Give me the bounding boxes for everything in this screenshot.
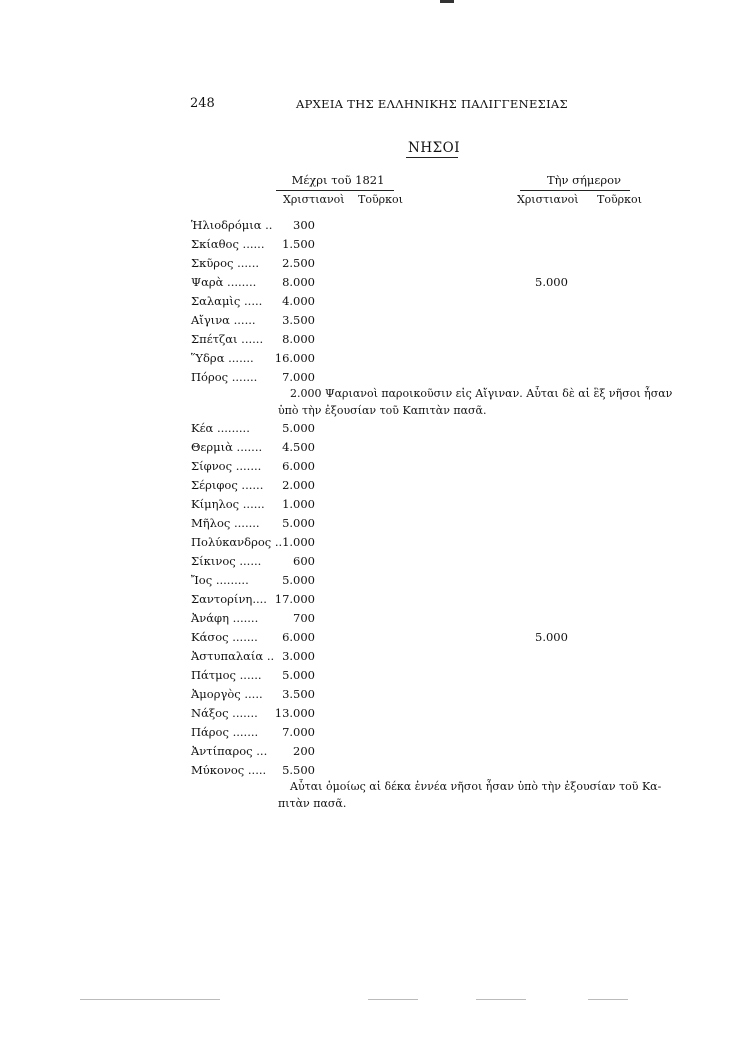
- title-underline: [406, 157, 458, 158]
- table-row: Σκῦρος ...... 2.500: [191, 256, 315, 270]
- table-row: Κίμηλος ...... 1.000: [191, 497, 315, 511]
- table-row: Μύκονος ..... 5.500: [191, 763, 315, 777]
- group-rule-1821: [276, 190, 394, 191]
- table-row: Αἴγινα ...... 3.500: [191, 313, 315, 327]
- table-row: Ἀμοργὸς ..... 3.500: [191, 687, 315, 701]
- col-header-christians: Χριστιανοὶ: [283, 193, 345, 206]
- col-header-christians-today: Χριστιανοὶ: [517, 193, 579, 206]
- col-header-turks-today: Τοῦρκοι: [597, 193, 642, 206]
- running-head: ΑΡΧΕΙΑ ΤΗΣ ΕΛΛΗΝΙΚΗΣ ΠΑΛΙΓΓΕΝΕΣΙΑΣ: [296, 97, 568, 111]
- group-rule-today: [520, 190, 630, 191]
- table-row: Κάσος ....... 6.000 5.000: [191, 630, 568, 644]
- footnote-continuation: πιτὰν πασᾶ.: [278, 797, 347, 810]
- table-row: Σαλαμὶς ..... 4.000: [191, 294, 315, 308]
- table-row: Μῆλος ....... 5.000: [191, 516, 315, 530]
- table-row: Πάρος ....... 7.000: [191, 725, 315, 739]
- footnote-continuation: ὑπὸ τὴν ἐξουσίαν τοῦ Καπιτὰν πασᾶ.: [278, 404, 487, 417]
- footnote-group-1: [278, 385, 678, 419]
- group-header-1821: Μέχρι τοῦ 1821: [291, 173, 385, 187]
- table-row: Πόρος ....... 7.000: [191, 370, 315, 384]
- table-row: Κέα ......... 5.000: [191, 421, 315, 435]
- section-title: ΝΗΣΟΙ: [408, 140, 461, 156]
- scan-artifact: [368, 999, 418, 1000]
- group-header-today: Τὴν σήμερον: [546, 173, 622, 187]
- col-header-turks: Τοῦρκοι: [358, 193, 403, 206]
- footnote-group-2: [278, 778, 678, 812]
- table-row: Ἀστυπαλαία .. 3.000: [191, 649, 315, 663]
- footnote-lead: 2.000 Ψαριανοὶ παροικοῦσιν εἰς Αἴγιναν. Αὗται δὲ αἱ ἓξ νῆσοι ἦσαν: [290, 387, 673, 400]
- table-row: Θερμιὰ ....... 4.500: [191, 440, 315, 454]
- table-row: Σπέτζαι ...... 8.000: [191, 332, 315, 346]
- table-row: Σαντορίνη.... 17.000: [191, 592, 315, 606]
- table-row: Ἀντίπαρος ... 200: [191, 744, 315, 758]
- table-row: Πάτμος ...... 5.000: [191, 668, 315, 682]
- island-list-group-2: [191, 421, 568, 782]
- table-row: Ὕδρα ....... 16.000: [191, 351, 315, 365]
- table-row: Νάξος ....... 13.000: [191, 706, 315, 720]
- table-row: Πολύκανδρος .. 1.000: [191, 535, 315, 549]
- scan-artifact: [588, 999, 628, 1000]
- table-row: Ψαρὰ ........ 8.000 5.000: [191, 275, 568, 289]
- table-row: Σέριφος ...... 2.000: [191, 478, 315, 492]
- table-row: Σίκινος ...... 600: [191, 554, 315, 568]
- footnote-lead: Αὗται ὁμοίως αἱ δέκα ἐννέα νῆσοι ἦσαν ὑπὸ τὴν ἐξουσίαν τοῦ Κα-: [290, 780, 662, 793]
- table-row: Ἀνάφη ....... 700: [191, 611, 315, 625]
- island-list-group-1: [191, 218, 568, 389]
- table-row: Ἴος ......... 5.000: [191, 573, 315, 587]
- scan-artifact: [476, 999, 526, 1000]
- table-row: Ἡλιοδρόμια .. 300: [191, 218, 315, 232]
- scan-artifact: [440, 0, 454, 3]
- scan-artifact: [80, 999, 220, 1000]
- table-row: Σκίαθος ...... 1.500: [191, 237, 315, 251]
- table-row: Σίφνος ....... 6.000: [191, 459, 315, 473]
- page-number: 248: [190, 96, 215, 111]
